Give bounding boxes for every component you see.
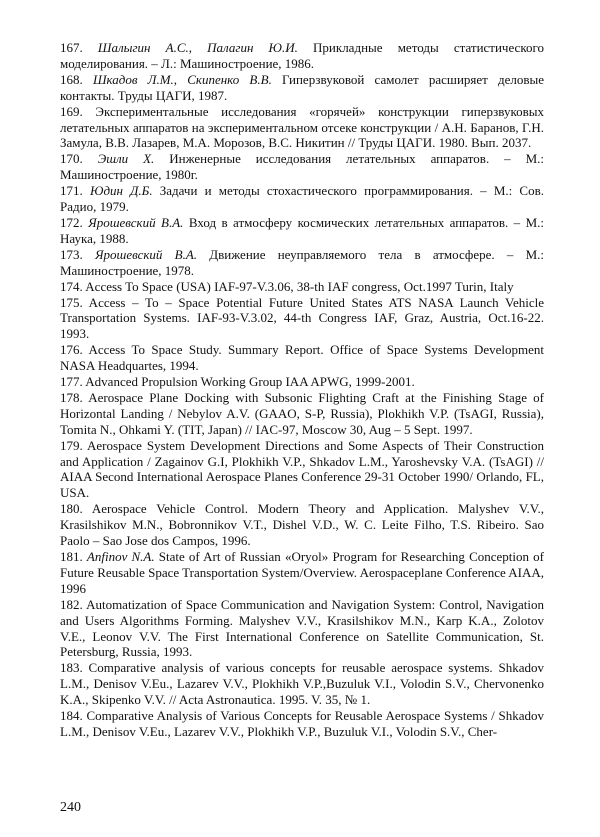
- reference-number: 184.: [60, 708, 83, 724]
- reference-text: Aerospace System Development Directions and Some Aspects of Their Construction and Application / Zagainov G.I, Plokhikh V.P., Shkadov L.M., Yaroshevsky V.A. (TsAGI) // AIAA Second International Aerospace Planes Conference 29-31 October 1990/ Orlando, FL, USA.: [60, 437, 544, 501]
- reference-number: 167.: [60, 40, 83, 55]
- reference-number: 176.: [60, 342, 83, 358]
- reference-text: Aerospace Vehicle Control. Modern Theory and Application. Malyshev V.V., Krasilshikov M.N., Bobronnikov V.T., Dishel V.D., W. C. Leite Filho, T.S. Ribeiro. Sao Paolo – Sao Jose dos Campos, 1996.: [60, 501, 544, 549]
- reference-number: 173.: [60, 246, 83, 262]
- reference-item: [60, 215, 544, 247]
- page-number: 240: [60, 800, 81, 815]
- reference-text: Гиперзвуковой самолет расширяет деловые контакты. Труды ЦАГИ, 1987.: [60, 71, 545, 103]
- reference-text: Automatization of Space Communication and Navigation System: Control, Navigation and Users Algorithms Forming. Malyshev V.V., Krasilshikov M.N., Karp K.A., Zolotov V.E., Leonov V.V. The First International Conference on Satellite Communication, St. Petersburg, Russia, 1993.: [60, 596, 544, 660]
- reference-text: Прикладные методы статистического моделирования. – Л.: Машиностроение, 1986.: [60, 40, 544, 71]
- reference-text: Advanced Propulsion Working Group IAA APWG, 1999-2001.: [82, 374, 415, 390]
- reference-number: 169.: [60, 103, 83, 119]
- reference-text: Движение неуправляемого тела в атмосфере. – М.: Машиностроение, 1978.: [60, 246, 544, 278]
- reference-item: [60, 597, 544, 661]
- reference-item: [60, 72, 544, 104]
- reference-text: State of Art of Russian «Oryol» Program for Researching Conception of Future Reusable Space Transportation System/Overview. Aerospaceplane Conference AIAA, 1996: [60, 549, 545, 596]
- reference-item: [60, 247, 544, 279]
- reference-item: [60, 342, 544, 374]
- reference-number: 179.: [60, 437, 83, 453]
- reference-number: 181.: [60, 549, 83, 564]
- reference-number: 170.: [60, 151, 83, 167]
- reference-number: 174.: [60, 278, 83, 294]
- reference-text: Задачи и методы стохастического программирования. – М.: Сов. Радио, 1979.: [60, 183, 544, 215]
- reference-text: Access To Space Study. Summary Report. Office of Space Systems Development NASA Headquartes, 1994.: [60, 342, 544, 374]
- reference-number: 172.: [60, 214, 83, 230]
- reference-text: Access – To – Space Potential Future United States ATS NASA Launch Vehicle Transportation Systems. IAF-93-V.3.02, 44-th Congress IAF, Graz, Austria, Oct.16-22. 1993.: [60, 294, 544, 342]
- reference-authors: Шалыгин А.С., Палагин Ю.И.: [97, 40, 298, 55]
- reference-number: 175.: [60, 294, 83, 310]
- reference-authors: Ярошевский В.А.: [94, 246, 198, 262]
- reference-text: Comparative analysis of various concepts for reusable aerospace systems. Shkadov L.M., Denisov V.Eu., Lazarev V.V., Plokhikh V.P.,Buzuluk V.I., Volodin S.V., Chervonenko K.A., Skipenko V.V. // Acta Astronautica. 1995. V. 35, № 1.: [60, 660, 544, 708]
- reference-authors: Ярошевский В.А.: [88, 214, 184, 230]
- reference-number: 171.: [60, 183, 83, 199]
- reference-authors: Эшли Х.: [97, 151, 155, 167]
- reference-list: [60, 40, 544, 740]
- reference-item: [60, 438, 544, 502]
- reference-number: 180.: [60, 501, 83, 517]
- reference-authors: Anfinov N.A.: [86, 549, 155, 564]
- reference-item: [60, 295, 544, 343]
- reference-text: Aerospace Plane Docking with Subsonic Flighting Craft at the Finishing Stage of Horizontal Landing / Nebylov A.V. (GAAO, S-P, Russia), Plokhikh V.P. (TsAGI, Russia), Tomita N., Ohkami Y. (TIT, Japan) // IAC-97, Moscow 30, Aug – 5 Sept. 1997.: [60, 389, 544, 437]
- reference-text: Access To Space (USA) IAF-97-V.3.06, 38-th IAF congress, Oct.1997 Turin, Italy: [82, 278, 514, 294]
- reference-item: [60, 549, 544, 597]
- reference-item: [60, 390, 544, 438]
- reference-number: 178.: [60, 389, 83, 405]
- reference-authors: Юдин Д.Б.: [89, 183, 153, 199]
- reference-number: 177.: [60, 374, 83, 390]
- reference-item: [60, 660, 544, 708]
- reference-text: Экспериментальные исследования «горячей» конструкции гиперзвуковых летательных аппаратов на экспериментальном отсеке конструкции / А.Н. Баранов, Г.Н. Замула, В.В. Лазарев, М.А. Морозов, В.С. Никитин // Труды ЦАГИ. 1980. Вып. 2037.: [60, 103, 544, 151]
- reference-item: [60, 501, 544, 549]
- reference-item: [60, 104, 544, 152]
- reference-item: [60, 708, 544, 740]
- reference-item: [60, 40, 544, 72]
- reference-number: 183.: [60, 660, 83, 676]
- reference-number: 168.: [60, 71, 83, 87]
- reference-text: Comparative Analysis of Various Concepts for Reusable Aerospace Systems / Shkadov L.M., Denisov V.Eu., Lazarev V.V., Plokhikh V.P., Buzuluk V.I., Volodin S.V., Cher-: [60, 708, 544, 739]
- reference-item: [60, 279, 544, 295]
- reference-number: 182.: [60, 596, 83, 612]
- reference-authors: Шкадов Л.М., Скипенко В.В.: [92, 71, 272, 87]
- reference-text: Вход в атмосферу космических летательных аппаратов. – М.: Наука, 1988.: [60, 214, 544, 246]
- reference-item: [60, 183, 544, 215]
- reference-item: [60, 374, 544, 390]
- reference-item: [60, 151, 544, 183]
- reference-text: Инженерные исследования летательных аппаратов. – М.: Машиностроение, 1980г.: [60, 151, 544, 183]
